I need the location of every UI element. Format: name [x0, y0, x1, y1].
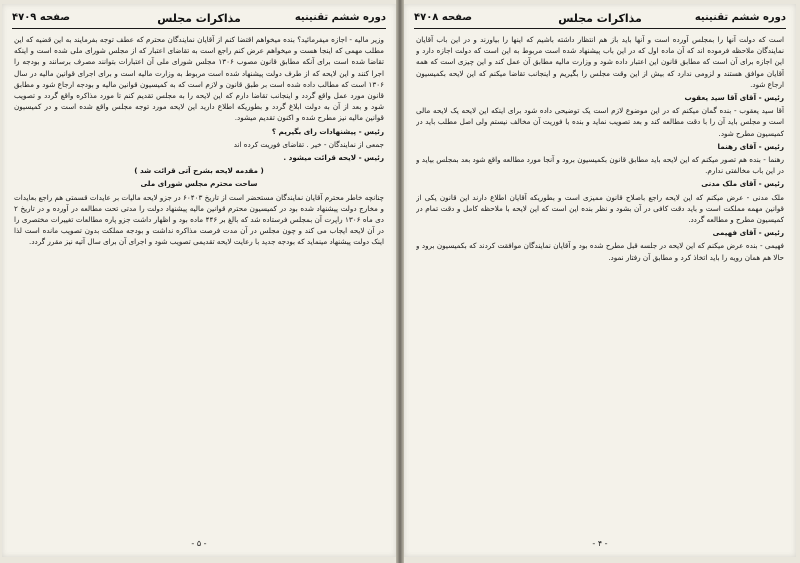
right-page	[404, 4, 796, 557]
right-paragraph: آقا سید یعقوب - بنده گمان میکنم که در این موضوع لازم است یک توضیحی داده شود برای اینکه این لایحه یک لایحه مالی است و مجلس باید آن را با دقت مطالعه کند و بعد تصویب نماید و بنده با فوریت آن مخالف نیستم ولی اصل مطلب باید در کمیسیون مطرح شود.	[416, 106, 784, 138]
right-header-title: مذاکرات مجلس	[558, 12, 642, 25]
left-paragraph: جمعی از نمایندگان - خیر . تقاضای فوریت کرده اند	[233, 139, 384, 149]
right-paragraph: رئیس - آقای فهیمی	[712, 228, 784, 238]
left-header-page-number: صفحه ۴۷۰۹	[12, 12, 71, 23]
right-paragraph: رئیس - آقای آقا سید یعقوب	[684, 93, 784, 103]
left-page-header	[12, 10, 386, 29]
left-page	[2, 4, 396, 557]
left-header-title: مذاکرات مجلس	[157, 12, 241, 25]
book-gutter	[396, 0, 404, 563]
right-paragraph: رئیس - آقای ملک مدنی	[701, 179, 784, 189]
right-header-journal: دوره ششم تقنینیه	[694, 12, 786, 23]
right-paragraph: ملک مدنی - عرض میکنم که این لایحه راجع باصلاح قانون ممیزی است و بطوریکه آقایان اطلاع دارند این قانون یکی از قوانین مهمه مملکت است و باید دقت کافی در آن بشود و نظر بنده این است که این لایحه با ملاحظه کامل و دقت تمام در کمیسیون مطرح و مطالعه گردد.	[416, 192, 784, 225]
left-paragraph: چنانچه خاطر محترم آقایان نمایندگان مستحضر است از تاریخ ۶۰۴۰۳ در جزو لایحه مالیات بر عایدات قسمتی هم راجع بعایدات و مخارج دولت پیشنهاد شده بود در کمیسیون محترم قوانین مالیه پیشنهاد دولت را مدتی تحت مطالعه در آورده و در تاریخ ۲ دی ماه ۱۳۰۶ راپرت آن بمجلس فرستاده شد که بالغ بر ۴۴۶ ماده بود و اظهار داشت جزو پاره مطالعات تغییرات مختصری را در آن لایحه ایجاب می کند و چون مجلس در آن مدت فرصت مذاکره نداشت و بودجه مملکت بدون تصویب مانده است لذا اینک دولت پیشنهاد مینماید که بودجه جدید با رعایت لایحه تقدیمی تصویب شود و اجرای آن برای سال آتیه نیز مقرر گردد.	[14, 192, 384, 247]
right-page-footer: - ۴ -	[592, 539, 608, 548]
right-page-header	[414, 10, 786, 29]
right-page-body	[416, 34, 784, 535]
left-page-body	[14, 34, 384, 535]
left-paragraph: وزیر مالیه - اجازه میفرمائید؟ بنده میخواهم اقتضا کنم از آقایان نمایندگان محترم که عطف توجه بفرمایند به این قضیه که این مطلب مهمی که اینجا هست و میخواهم عرض کنم راجع است به تقاضای اعتبار که از مجلس شورای ملی شده است و اینکه تقاضا شده است برای آنکه مطابق قانون مصوب ۱۳۰۶ مجلس شورای ملی آن اعتبارات بتوانند مصرف برسانند و بودجه را اجرا کنند و این لایحه که از طرف دولت پیشنهاد شده است مربوط به وزارت مالیه است و برای اجرای قوانین مالیه در سال ۱۳۰۶ است که مطالب داده شده است بر طبق قانون و لازم است که به کمیسیون قوانین مالیه و بودجه ارجاع شود و مطابق قانون مورد عمل واقع گردد و اینجانب تقاضا دارم که این لایحه را به مجلس تقدیم کنم تا مورد مذاکره واقع گردد و تصویب شود و بعد از آن به دولت ابلاغ گردد و بطوریکه اطلاع دارید این لایحه مورد توجه مجلس واقع شده است و در کمیسیون قوانین مالیه نیز مطرح شده و اکنون تقدیم میشود.	[14, 35, 384, 123]
right-paragraph: رهنما - بنده هم تصور میکنم که این لایحه باید مطابق قانون بکمیسیون برود و آنجا مورد مطالعه واقع شود بعد بمجلس بیاید و در این باب مخالفتی ندارم.	[416, 155, 784, 176]
right-paragraph: رئیس - آقای رهنما	[717, 141, 784, 151]
right-header-page-number: صفحه ۴۷۰۸	[414, 12, 473, 23]
right-paragraph: است که دولت آنها را بمجلس آورده است و آنها باید باز هم انتظار داشته باشیم که اینها را بیاورند و در این باب آقایان نمایندگان ملاحظه فرموده اند که آن ماده اول که در این باب پیشنهاد شده است مربوط به این است که دولت اجازه دارد و این اجازه برای آن است که مطابق قانون این اعتبار داده شود و وزارت مالیه مطابق آن عمل کند و این چیزی است که همه آقایان موافق هستند و لزومی ندارد که بیش از این وقت مجلس را بگیریم و اینجانب تقاضا میکنم که این لایحه بکمیسیون ارجاع شود.	[416, 35, 784, 89]
left-page-footer: - ۵ -	[191, 539, 207, 548]
left-paragraph: رئیس - پیشنهادات رای بگیریم ؟	[271, 126, 384, 136]
left-paragraph: ( مقدمه لایحه بشرح آتی قرائت شد )	[134, 166, 264, 176]
left-header-journal: دوره ششم تقنینیه	[294, 12, 386, 23]
right-paragraph: فهیمی - بنده عرض میکنم که این لایحه در جلسه قبل مطرح شده بود و آقایان نمایندگان موافقت کردند که بکمیسیون برود و حالا هم همان رویه را باید اتخاذ کرد و مطابق آن رفتار نمود.	[416, 241, 784, 262]
left-paragraph: ساحت محترم مجلس شورای ملی	[140, 179, 258, 189]
left-paragraph: رئیس - لایحه قرائت میشود .	[283, 153, 384, 163]
